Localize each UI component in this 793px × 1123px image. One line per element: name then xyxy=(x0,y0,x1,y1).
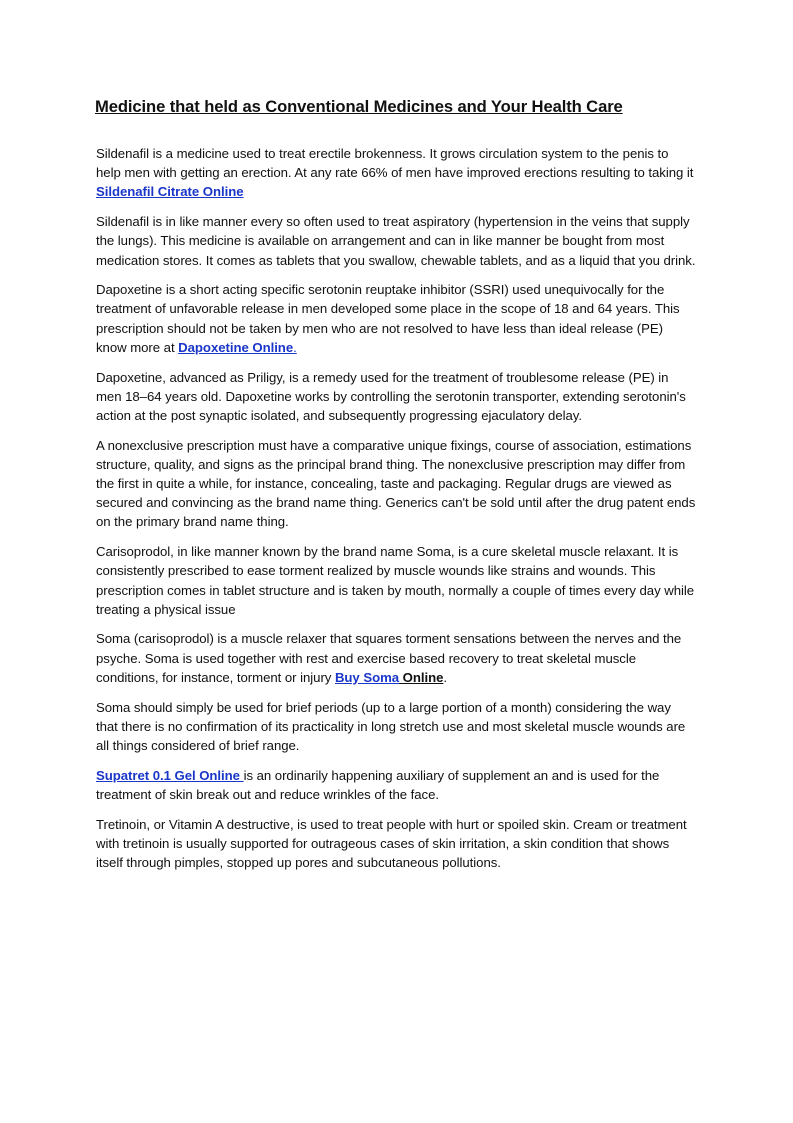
paragraph-soma-duration xyxy=(96,698,696,756)
link-period: . xyxy=(293,339,297,355)
paragraph-text: Sildenafil is in like manner every so often used to treat aspiratory (hypertension in the veins that supply the lungs). This medicine is available on arrangement and can in like manner be bought from most medication stores. It comes as tablets that you swallow, chewable tablets, and as a liquid that you drink. xyxy=(96,214,696,268)
paragraph-sildenafil xyxy=(96,144,696,202)
online-link-text[interactable]: Online xyxy=(399,669,444,685)
sildenafil-citrate-online-link[interactable]: Sildenafil Citrate Online xyxy=(96,184,244,200)
paragraph-generics xyxy=(96,436,696,532)
paragraph-text: A nonexclusive prescription must have a comparative unique fixings, course of association, estimations structure, quality, and signs as the principal brand thing. The nonexclusive prescription may differ from the first in quite a while, for instance, concealing, taste and packaging. Regular drugs are viewed as secured and convincing as the brand name thing. Generics can't be sold until after the drug patent ends on the primary brand name thing. xyxy=(96,437,696,530)
paragraph-text: Carisoprodol, in like manner known by the brand name Soma, is a cure skeletal muscle relaxant. It is consistently prescribed to ease torment realized by muscle wounds like strains and wounds. This prescription comes in tablet structure and is taken by mouth, normally a couple of times every day while treating a physical issue xyxy=(96,544,695,617)
paragraph-soma xyxy=(96,629,696,687)
paragraph-text: Dapoxetine is a short acting specific serotonin reuptake inhibitor (SSRI) used unequivocally for the treatment of unfavorable release in men developed some place in the scope of 18 and 64 years. This prescription should not be taken by men who are not resolved to have less than ideal release (PE) know more at xyxy=(96,282,680,355)
page-title: Medicine that held as Conventional Medicines and Your Health Care xyxy=(95,97,623,116)
paragraph-sildenafil-uses xyxy=(96,212,696,270)
paragraph-priligy xyxy=(96,368,696,426)
supatret-gel-online-link[interactable]: Supatret 0.1 Gel Online xyxy=(96,767,244,783)
paragraph-text: Tretinoin, or Vitamin A destructive, is used to treat people with hurt or spoiled skin. Cream or treatment with tretinoin is usually supported for outrageous cases of skin irritation, a skin condition that shows itself through pimples, stopped up pores and subcutaneous pollutions. xyxy=(96,816,687,870)
paragraph-supatret xyxy=(96,766,696,804)
paragraph-carisoprodol xyxy=(96,542,696,619)
paragraph-text: Dapoxetine, advanced as Priligy, is a remedy used for the treatment of troublesome release (PE) in men 18–64 years old. Dapoxetine works by controlling the serotonin transporter, extending serotonin's action at the post synaptic isolated, and subsequently progressing ejaculatory delay. xyxy=(96,369,686,423)
paragraph-text: Soma (carisoprodol) is a muscle relaxer that squares torment sensations between the nerves and the psyche. Soma is used together with rest and exercise based recovery to treat skeletal muscle conditions, for instance, torment or injury xyxy=(96,631,682,685)
paragraph-text: is an ordinarily happening auxiliary of supplement an and is used for the treatment of skin break out and reduce wrinkles of the face. xyxy=(96,767,660,802)
buy-soma-link[interactable]: Buy Soma xyxy=(334,669,400,685)
paragraph-tretinoin xyxy=(96,815,696,873)
paragraph-end: . xyxy=(443,669,448,685)
dapoxetine-online-link[interactable]: Dapoxetine Online xyxy=(178,339,294,355)
paragraph-text: Sildenafil is a medicine used to treat erectile brokenness. It grows circulation system to the penis to help men with getting an erection. At any rate 66% of men have improved erections resulting to taking it xyxy=(96,146,694,181)
paragraph-dapoxetine xyxy=(96,280,696,357)
document-page xyxy=(96,96,696,883)
paragraph-text: Soma should simply be used for brief periods (up to a large portion of a month) considering the way that there is no confirmation of its practicality in long stretch use and most skeletal muscle wounds are all things considered of brief range. xyxy=(96,699,686,753)
